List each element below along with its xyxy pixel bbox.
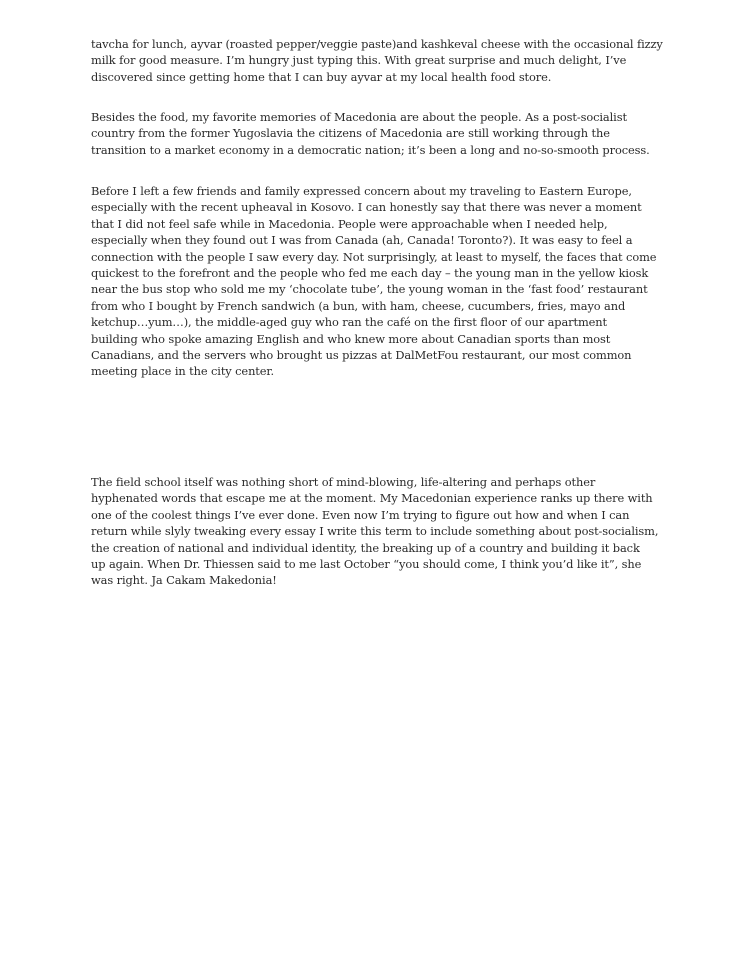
paragraph-safety-and-connections: Before I left a few friends and family expressed concern about my traveling to Eastern Europe, especially with the recent upheaval in Kosovo. I can honestly say that there was never a moment that I did not feel safe while in Macedonia. People were approachable when I needed help, especially when they found out I was from Canada (ah, Canada! Toronto?). It was easy to feel a connection with the people I saw every day. Not surprisingly, at least to myself, the faces that come quickest to the forefront and the people who fed me each day – the young man in the yellow kiosk near the bus stop who sold me my ‘chocolate tube’, the young woman in the ‘fast food’ restaurant from who I bought by French sandwich (a bun, with ham, cheese, cucumbers, fries, mayo and ketchup…yum…), the middle-aged guy who ran the café on the first floor of our apartment building who spoke amazing English and who knew more about Canadian sports than most Canadians, and the servers who brought us pizzas at DalMetFou restaurant, our most common meeting place in the city center. xyxy=(91,184,657,379)
paragraph-people-memories: Besides the food, my favorite memories of Macedonia are about the people. As a post-socialist country from the former Yugoslavia the citizens of Macedonia are still working through the transition to a market economy in a democratic nation; it’s been a long and no-so-smooth process. xyxy=(91,110,650,157)
paragraph-field-school-conclusion: The field school itself was nothing short of mind-blowing, life-altering and perhaps other hyphenated words that escape me at the moment. My Macedonian experience ranks up there with one of the coolest things I’ve ever done. Even now I’m trying to figure out how and when I can return while slyly tweaking every essay I write this term to include something about post-socialism, the creation of national and individual identity, the breaking up of a country and building it back up again. When Dr. Thiessen said to me last October “you should come, I think you’d like it”, she was right. Ja Cakam Makedonia! xyxy=(91,475,659,588)
paragraph-food-memories: tavcha for lunch, ayvar (roasted pepper/veggie paste)and kashkeval cheese with the occasional fizzy milk for good measure. I’m hungry just typing this. With great surprise and much delight, I’ve discovered since getting home that I can buy ayvar at my local health food store. xyxy=(91,37,663,84)
